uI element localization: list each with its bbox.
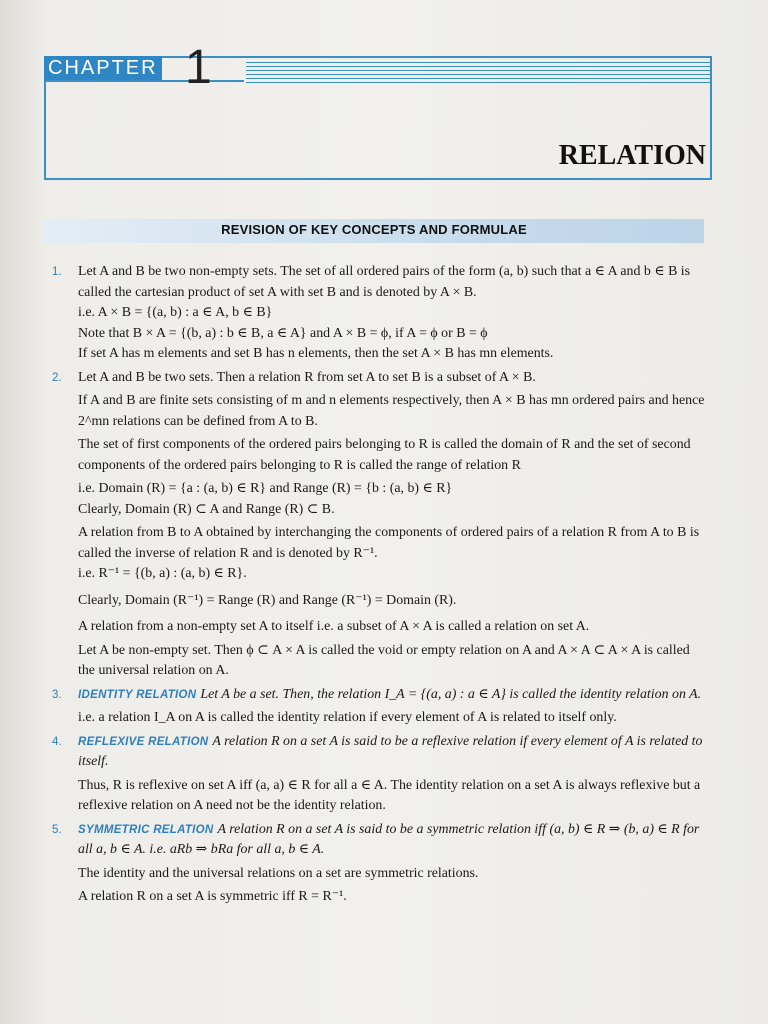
- paragraph: If A and B are finite sets consisting of m and n elements respectively, then A × B has mn ordered pairs and hence 2^mn relations can be defined from A to B.: [78, 393, 705, 429]
- paragraph: i.e. A × B = {(a, b) : a ∈ A, b ∈ B}: [78, 305, 273, 320]
- item-keyword: IDENTITY RELATION: [78, 688, 197, 701]
- chapter-number: 1: [185, 41, 212, 94]
- item-number: 4.: [52, 735, 62, 748]
- paragraph: Clearly, Domain (R) ⊂ A and Range (R) ⊂ B.: [78, 501, 335, 517]
- paragraph: A relation from a non-empty set A to itself i.e. a subset of A × A is called a relation on set A.: [78, 619, 590, 634]
- chapter-rule: [44, 80, 244, 82]
- paragraph: Let A be non-empty set. Then ϕ ⊂ A × A is called the void or empty relation on A and A × A ⊂ A × A is called the universal relation on A.: [78, 642, 690, 678]
- chapter-title: RELATION: [558, 140, 706, 171]
- paragraph: Let A and B be two non-empty sets. The set of all ordered pairs of the form (a, b) such that a ∈ A and b ∈ B is called the cartesian product of set A with set B and is denoted by A × B.: [78, 264, 691, 300]
- list-item: [52, 262, 708, 365]
- paragraph: A relation R on a set A is said to be a symmetric relation iff (a, b) ∈ R ⇒ (b, a) ∈ R for all a, b ∈ A. i.e. aRb ⇒ bRa for all a, b ∈ A.: [78, 821, 700, 857]
- paragraph: i.e. a relation I_A on A is called the identity relation if every element of A is related to itself only.: [78, 710, 617, 725]
- paragraph: i.e. R⁻¹ = {(b, a) : (a, b) ∈ R}.: [78, 566, 247, 581]
- paragraph: A relation R on a set A is symmetric iff R = R⁻¹.: [78, 889, 347, 904]
- paragraph: A relation from B to A obtained by interchanging the components of ordered pairs of a relation R from A to B is called the inverse of relation R and is denoted by R⁻¹.: [78, 525, 700, 561]
- item-number: 2.: [52, 371, 62, 384]
- chapter-decorative-lines: [246, 62, 710, 84]
- item-keyword: REFLEXIVE RELATION: [78, 735, 209, 748]
- item-number: 1.: [52, 266, 62, 278]
- paragraph: Let A be a set. Then, the relation I_A = {(a, a) : a ∈ A} is called the identity relation on A.: [200, 686, 702, 702]
- section-heading: REVISION OF KEY CONCEPTS AND FORMULAE: [221, 222, 527, 237]
- paragraph: The set of first components of the ordered pairs belonging to R is called the domain of R and the set of second components of the ordered pairs belonging to R is called the range of relation R: [78, 437, 691, 473]
- paragraph: The identity and the universal relations on a set are symmetric relations.: [78, 865, 479, 881]
- list-item: [52, 732, 708, 817]
- list-item: [52, 685, 708, 729]
- body-text: [52, 262, 708, 908]
- item-number: 3.: [52, 688, 62, 701]
- chapter-tag: CHAPTER: [44, 56, 162, 80]
- list-item: [52, 368, 708, 682]
- paragraph: A relation R on a set A is said to be a reflexive relation if every element of A is related to itself.: [78, 733, 703, 769]
- paragraph: Clearly, Domain (R⁻¹) = Range (R) and Range (R⁻¹) = Domain (R).: [78, 592, 457, 608]
- item-number: 5.: [52, 823, 62, 836]
- paragraph: Thus, R is reflexive on set A iff (a, a) ∈ R for all a ∈ A. The identity relation on a set A is always reflexive but a reflexive relation on A need not be the identity relation.: [78, 777, 701, 813]
- list-item: [52, 820, 708, 908]
- item-keyword: SYMMETRIC RELATION: [78, 823, 214, 836]
- paragraph: Note that B × A = {(b, a) : b ∈ B, a ∈ A} and A × B = ϕ, if A = ϕ or B = ϕ: [78, 325, 488, 341]
- paragraph: Let A and B be two sets. Then a relation R from set A to set B is a subset of A × B.: [78, 369, 536, 385]
- paragraph: If set A has m elements and set B has n elements, then the set A × B has mn elements.: [78, 346, 554, 361]
- paragraph: i.e. Domain (R) = {a : (a, b) ∈ R} and Range (R) = {b : (a, b) ∈ R}: [78, 481, 453, 496]
